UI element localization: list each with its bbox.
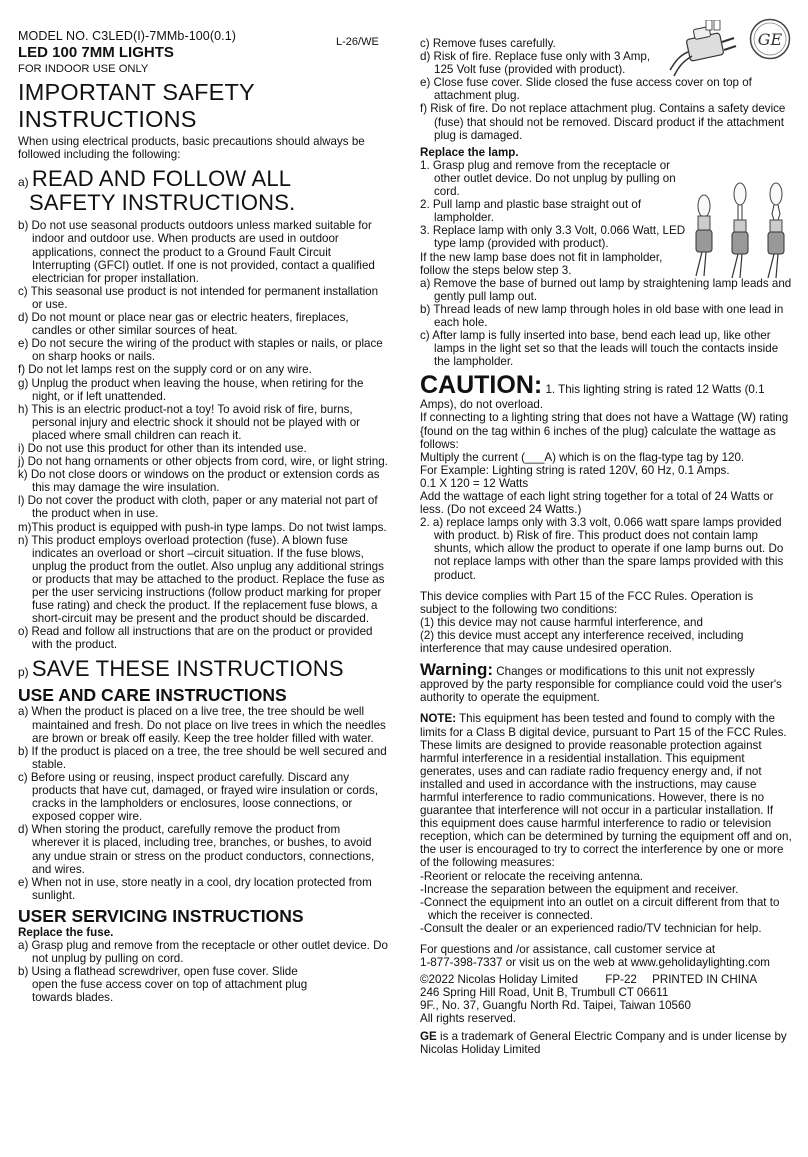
use-care-item: d) When storing the product, carefully remove the product from wherever it is placed, including tree, branches, or bushes, to avoid any undue strain or stress on the product conductors, connections, and wires. [18,823,375,876]
lamp-step: 3. Replace lamp with only 3.3 Volt, 0.066 Watt, LED type lamp (provided with product). [420,224,686,251]
safety-item: i) Do not use this product for other than its intended use. [18,441,307,455]
fuse-step: d) Risk of fire. Replace fuse only with 3 Amp, 125 Volt fuse (provided with product). [420,50,651,77]
fuse-step: f) Risk of fire. Do not replace attachment plug. Contains a safety device (fuse) that should not be removed. Discard product if the attachment plug is damaged. [420,102,786,142]
trademark-line [420,1030,792,1056]
copyright: ©2022 Nicolas Holiday Limited [420,973,579,987]
address-line: 246 Spring Hill Road, Unit B, Trumbull CT 06611 [420,986,669,1000]
ge-bold: GE [420,1029,437,1043]
safety-item: m)This product is equipped with push-in type lamps. Do not twist lamps. [18,520,387,534]
copyright-line [420,973,792,986]
left-column [18,30,390,1004]
read-follow-heading [18,167,390,215]
safety-item: k) Do not close doors or windows on the product or extension cords as this may damage the wire insulation. [18,468,380,495]
fuse-step: e) Close fuse cover. Slide closed the fuse access cover on top of attachment plug. [420,76,752,103]
fcc-line: (1) this device may not cause harmful interference, and [420,615,703,629]
safety-item: j) Do not hang ornaments or other objects from cord, wire, or light string. [18,455,388,469]
safety-list [18,219,390,651]
caution-line: Add the wattage of each light string together for a total of 24 Watts or less. (Do not exceed 24 Watts.) [420,490,774,517]
safety-item: c) This seasonal use product is not intended for permanent installation or use. [18,284,379,311]
lamp-base-step: b) Thread leads of new lamp through holes in old base with one lead in each hole. [420,302,784,329]
use-care-item: b) If the product is placed on a tree, the tree should be well secured and stable. [18,744,387,771]
caution-line: Multiply the current (___A) which is on the flag-type tag by 120. [420,450,745,464]
note-measure: -Increase the separation between the equipment and receiver. [420,882,739,896]
replace-fuse-heading: Replace the fuse. [18,925,114,939]
use-care-item: a) When the product is placed on a live tree, the tree should be well maintained and fresh. Do not place on live trees in which the needles are brown or break off easily. Keep the tree holder filled with water. [18,705,386,745]
caution-line: If connecting to a lighting string that does not have a Wattage (W) rating {found on the tag within 6 inches of the plug} calculate the wattage as follows: [420,411,789,451]
read-follow-line2: SAFETY INSTRUCTIONS. [29,190,296,216]
fcc-block [420,590,792,655]
fuse-step: a) Grasp plug and remove from the receptacle or other outlet device. Do not unplug by pulling on cord. [18,938,388,966]
lamp-base-step: a) Remove the base of burned out lamp by straightening lamp leads and gently pull lamp out. [420,276,792,303]
use-care-heading: USE AND CARE INSTRUCTIONS [18,685,287,706]
caution-lead: 1. This lighting string is rated 12 Watts (0.1 Amps), do not overload. [420,383,765,412]
user-servicing-heading: USER SERVICING INSTRUCTIONS [18,905,304,926]
warning-block [420,660,792,705]
safety-title: IMPORTANT SAFETY INSTRUCTIONS [18,79,255,133]
contact-line: 1-877-398-7337 or visit us on the web at www.geholidaylighting.com [420,956,770,970]
caution-line: For Example: Lighting string is rated 120V, 60 Hz, 0.1 Amps. [420,463,730,477]
use-care-item: c) Before using or reusing, inspect product carefully. Discard any products that have cut, damaged, or frayed wire insulation or cords, cracks in the lampholders or enclosures, loose connections, or exposed copper wire. [18,770,379,824]
attachment-plug-icon [668,20,746,78]
lamp-base-step: c) After lamp is fully inserted into base, bend each lead up, like other lamps in the light set so that the leads will touch the contacts inside the lampholder. [420,329,779,369]
safety-intro: When using electrical products, basic precautions should always be followed including the following: [18,135,365,162]
safety-item: e) Do not secure the wiring of the product with staples or nails, or place on sharp hooks or nails. [18,337,383,364]
caution-block [420,372,792,411]
note-measure: -Reorient or relocate the receiving antenna. [420,869,643,883]
caution-line: 0.1 X 120 = 12 Watts [420,476,529,490]
save-heading [18,657,390,681]
lamp-step: 2. Pull lamp and plastic base straight out of lampholder. [420,198,642,225]
fp-code: FP-22 [605,973,637,987]
printed-in: PRINTED IN CHINA [652,973,758,987]
safety-item: d) Do not mount or place near gas or electric heaters, fireplaces, candles or other similar sources of heat. [18,311,349,338]
contact-block [420,943,792,1056]
safety-item: g) Unplug the product when leaving the house, when retiring for the night, or if left unattended. [18,376,364,403]
fcc-line: This device complies with Part 15 of the FCC Rules. Operation is subject to the following two conditions: [420,589,754,616]
save-text: SAVE THESE INSTRUCTIONS [31,656,344,682]
rights-line: All rights reserved. [420,1012,517,1026]
safety-item: n) This product employs overload protection (fuse). A blown fuse indicates an overload or short –circuit situation. If the fuse blows, unplug the product from the outlet. Also unplug any additional strings or products that may be attached to the product. Replace the fuse as per the user servicing instructions (follow product marking for proper fuse rating) and check the product. If the replacement fuse blows, a short-circuit may be present and the product should be discarded. [18,533,385,626]
fuse-step: c) Remove fuses carefully. [420,37,556,50]
lamp-replacement-icon [686,180,794,280]
read-follow-letter: a) [18,175,29,190]
use-care-item: e) When not in use, store neatly in a cool, dry location protected from sunlight. [18,875,372,902]
model-code: L-26/WE [336,36,379,48]
safety-item: h) This is an electric product-not a toy! To avoid risk of fire, burns, personal injury and electric shock it should not be played with or placed where small children can reach it. [18,402,361,442]
note-measure: -Connect the equipment into an outlet on a circuit different from that to which the receiver is connected. [420,895,780,922]
safety-item: l) Do not cover the product with cloth, paper or any material not part of the product when in use. [18,494,378,521]
note-label: NOTE: [420,712,457,726]
replace-lamp-heading: Replace the lamp. [420,145,519,159]
svg-text:GE: GE [757,30,783,49]
note-measure: -Consult the dealer or an experienced radio/TV technician for help. [420,921,762,935]
lamp-note: If the new lamp base does not fit in lampholder, follow the steps below step 3. [420,250,663,277]
safety-item: f) Do not let lamps rest on the supply cord or on any wire. [18,363,312,377]
lamp-step: 1. Grasp plug and remove from the receptacle or other outlet device. Do not unplug by pulling on cord. [420,158,676,199]
read-follow-line1: READ AND FOLLOW ALL [31,166,292,192]
caution-item-2: 2. a) replace lamps only with 3.3 volt, 0.066 watt spare lamps provided with product. b) Risk of fire. This product does not contain lamp shunts, which allow the product to operate if one lamp burns out. Do not replace lamps with other than the spare lamps provided with this product. [420,516,784,582]
ge-logo-icon [749,18,791,60]
safety-item: o) Read and follow all instructions that are on the product or provided with the product. [18,625,373,652]
product-name: LED 100 7MM LIGHTS [18,44,174,62]
indoor-notice: FOR INDOOR USE ONLY [18,63,149,76]
save-letter: p) [18,665,29,680]
trademark-text: is a trademark of General Electric Company and is under license by Nicolas Holiday Limited [420,1029,787,1056]
fcc-line: (2) this device must accept any interference received, including interference that may cause undesired operation. [420,628,744,656]
warning-label: Warning: [420,660,494,680]
caution-label: CAUTION: [420,371,543,400]
address-line: 9F., No. 37, Guangfu North Rd. Taipei, Taiwan 10560 [420,999,691,1013]
fuse-step: b) Using a flathead screwdriver, open fuse cover. Slide open the fuse access cover on top of attachment plug towards blades. [18,965,308,1005]
warning-text: Changes or modifications to this unit not expressly approved by the party responsible for compliance could void the user's authority to operate the equipment. [420,665,782,705]
note-text: This equipment has been tested and found to comply with the limits for a Class B digital device, pursuant to Part 15 of the FCC Rules. These limits are designed to provide reasonable protection against harmful interference in a residential installation. This equipment generates, uses and can radiate radio frequency energy and, if not installed and used in accordance with the instructions, may cause harmful interference to radio communications. However, there is no guarantee that interference will not occur in a particular installation. If this equipment does cause harmful interference to radio or television reception, which can be determined by turning the equipment off and on, the user is encouraged to try to correct the interference by one or more of the following measures: [420,712,792,870]
contact-line: For questions and /or assistance, call customer service at [420,943,716,956]
safety-item: b) Do not use seasonal products outdoors unless marked suitable for indoor and outdoor use. When products are used in outdoor applications, connect the product to a Ground Fault Circuit Interrupting (GFCI) outlet. If one is not provided, contact a qualified electrician for proper installation. [18,219,375,285]
note-block [420,712,792,935]
model-number: MODEL NO. C3LED(I)-7MMb-100(0.1) [18,29,237,43]
